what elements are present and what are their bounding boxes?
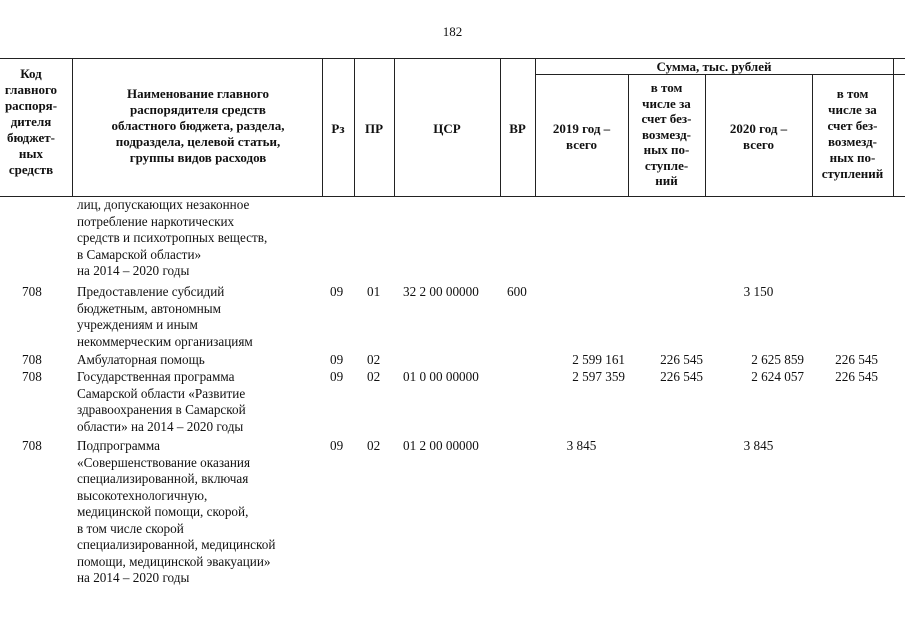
header-2020-total: 2020 год – всего xyxy=(729,121,788,152)
header-vr: ВР xyxy=(509,121,526,136)
table-row-vr: 600 xyxy=(507,284,527,299)
table-row-2019-total: 2 599 161 xyxy=(572,352,625,367)
table-row-pr: 02 xyxy=(367,352,381,367)
table-row-2020-total: 2 625 859 xyxy=(751,352,804,367)
table-right-border xyxy=(893,58,894,196)
table-row-code: 708 xyxy=(22,369,42,384)
table-row-2020-gratis: 226 545 xyxy=(835,352,878,367)
table-row-code: 708 xyxy=(22,438,42,453)
table-row-rz: 09 xyxy=(330,438,344,453)
table-row-name: Амбулаторная помощь xyxy=(77,352,205,367)
header-2020-gratis: в том числе за счет без- возмезд- ных по- ступлений xyxy=(821,86,884,181)
header-2019-total: 2019 год – всего xyxy=(552,121,611,152)
header-code: Код главного распоря- дителя бюджет- ных средств xyxy=(4,66,58,177)
table-row-name: Подпрограмма «Совершенствование оказания специализированной, включая высокотехнологичную, медицинской помощи, скорой, в том числе скорой специализированной, медицинской помощи, медицинской эвакуации» на 2014 – 2020 годы xyxy=(77,438,276,585)
header-csr: ЦСР xyxy=(433,121,461,136)
table-row-rz: 09 xyxy=(330,369,344,384)
table-row-2020-total: 3 845 xyxy=(743,438,774,453)
table-row-2019-gratis: 226 545 xyxy=(660,352,703,367)
header-2019-gratis: в том числе за счет без- возмезд- ных по- ступле- ний xyxy=(641,80,692,188)
table-row-2020-total: 3 150 xyxy=(743,284,774,299)
table-row-name: Государственная программа Самарской области «Развитие здравоохранения в Самарской области» на 2014 – 2020 годы xyxy=(77,369,246,434)
table-row-pr: 02 xyxy=(367,438,381,453)
table-row-code: 708 xyxy=(22,352,42,367)
table-row-csr: 01 2 00 00000 xyxy=(403,438,479,453)
page-number: 182 xyxy=(442,24,463,39)
table-row-name: лиц, допускающих незаконное потребление наркотических средств и психотропных веществ, в Самарской области» на 2014 – 2020 годы xyxy=(77,197,268,278)
table-row-name: Предоставление субсидий бюджетным, автономным учреждениям и иным некоммерческим организациям xyxy=(77,284,253,349)
col-divider xyxy=(72,58,73,196)
table-row-2019-gratis: 226 545 xyxy=(660,369,703,384)
header-sum-group: Сумма, тыс. рублей xyxy=(656,59,772,74)
table-row-pr: 01 xyxy=(367,284,381,299)
table-row-code: 708 xyxy=(22,284,42,299)
table-row-pr: 02 xyxy=(367,369,381,384)
table-row-2020-total: 2 624 057 xyxy=(751,369,804,384)
header-name: Наименование главного распорядителя средств областного бюджета, раздела, подраздела, целевой статьи, группы видов расходов xyxy=(111,86,285,165)
table-row-csr: 32 2 00 00000 xyxy=(403,284,479,299)
table-row-rz: 09 xyxy=(330,284,344,299)
table-row-csr: 01 0 00 00000 xyxy=(403,369,479,384)
table-row-2019-total: 2 597 359 xyxy=(572,369,625,384)
table-row-2020-gratis: 226 545 xyxy=(835,369,878,384)
header-rz: Рз xyxy=(331,121,345,136)
table-row-rz: 09 xyxy=(330,352,344,367)
header-pr: ПР xyxy=(364,121,384,136)
table-row-2019-total: 3 845 xyxy=(566,438,597,453)
